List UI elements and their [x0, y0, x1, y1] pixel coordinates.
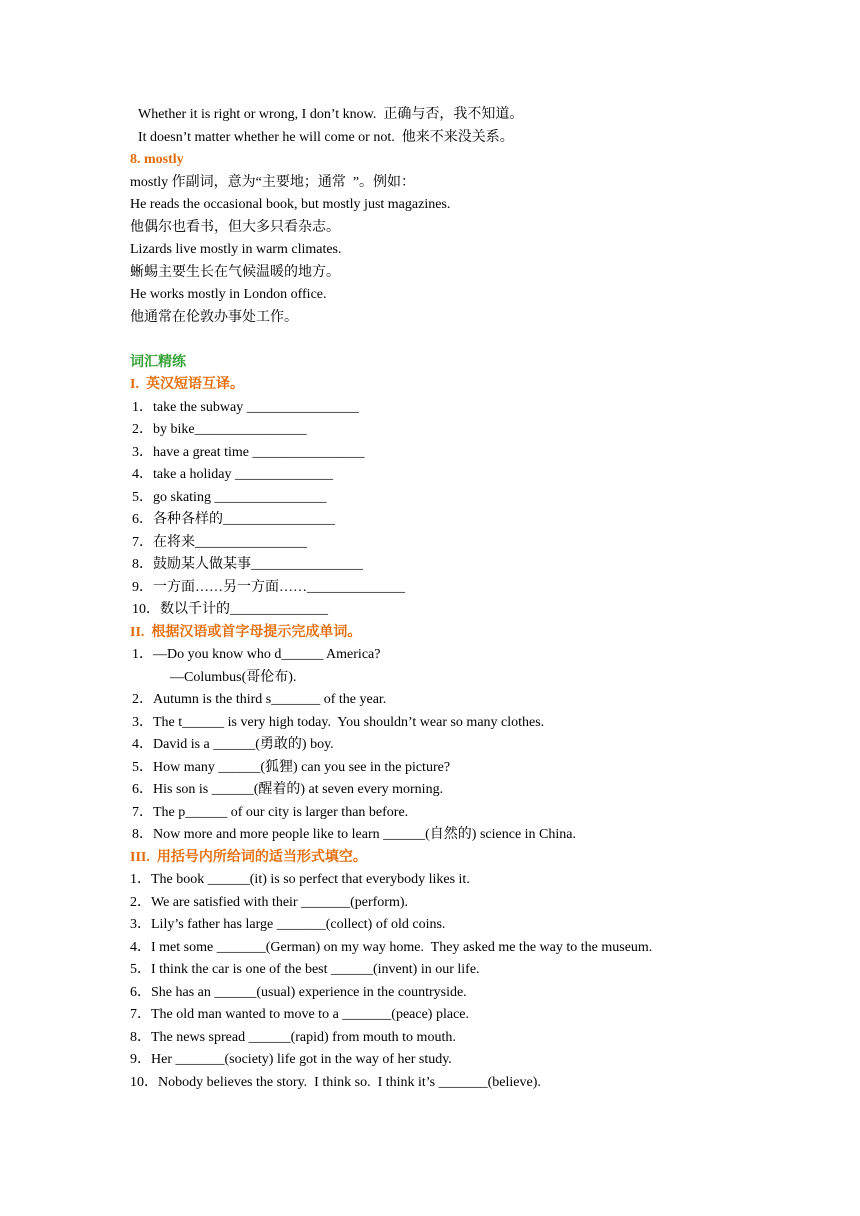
- section-1-item: 10．数以千计的______________: [132, 602, 328, 617]
- mostly-heading: 8. mostly: [130, 152, 184, 167]
- spacer: [130, 329, 790, 352]
- section-2-item: 2．Autumn is the third s_______ of the year.: [132, 692, 387, 707]
- document-page: [130, 104, 790, 1094]
- section-1-item: 4．take a holiday ______________: [132, 467, 334, 482]
- example-1-english: He reads the occasional book, but mostly just magazines.: [130, 197, 451, 212]
- section-1-item: 6．各种各样的________________: [132, 512, 335, 527]
- intro-line-2: It doesn’t matter whether he will come or not. 他来不来没关系。: [138, 129, 514, 145]
- section-1-item: 2．by bike________________: [132, 422, 307, 437]
- section-1-item: 5．go skating ________________: [132, 489, 327, 505]
- section-2-item: 8．Now more and more people like to learn ______(自然的) science in China.: [132, 827, 576, 842]
- section-2-item: 5．How many ______(狐狸) can you see in the picture?: [132, 759, 451, 775]
- section-2-item-answer: —Columbus(哥伦布).: [170, 669, 297, 685]
- section-1-item: 9．一方面……另一方面……______________: [132, 579, 405, 595]
- section-2-heading: II. 根据汉语或首字母提示完成单词。: [130, 624, 362, 640]
- practice-title: 词汇精练: [130, 354, 186, 370]
- mostly-definition: mostly 作副词，意为“主要地；通常 ”。例如：: [130, 174, 416, 190]
- section-1-item: 1．take the subway ________________: [132, 399, 359, 415]
- section-3-item: 9．Her _______(society) life got in the way of her study.: [130, 1052, 452, 1067]
- example-3-chinese: 他通常在伦敦办事处工作。: [130, 309, 298, 325]
- section-2-item: 4．David is a ______(勇敢的) boy.: [132, 737, 334, 752]
- section-3-heading: III. 用括号内所给词的适当形式填空。: [130, 849, 367, 865]
- section-3-item: 8．The news spread ______(rapid) from mouth to mouth.: [130, 1029, 456, 1045]
- section-1-item: 7．在将来________________: [132, 534, 307, 550]
- section-1-item: 3．have a great time ________________: [132, 444, 365, 460]
- section-2-item: 1．—Do you know who d______ America?: [132, 647, 381, 662]
- section-2-item: 6．His son is ______(醒着的) at seven every morning.: [132, 782, 444, 797]
- section-3-item: 3．Lily’s father has large _______(collect) of old coins.: [130, 917, 446, 932]
- section-3-item: 2．We are satisfied with their _______(perform).: [130, 894, 409, 910]
- example-1-chinese: 他偶尔也看书，但大多只看杂志。: [130, 219, 340, 235]
- section-2-item: 3．The t______ is very high today. You shouldn’t wear so many clothes.: [132, 714, 545, 730]
- example-2-english: Lizards live mostly in warm climates.: [130, 242, 342, 257]
- intro-line-1: Whether it is right or wrong, I don’t know. 正确与否，我不知道。: [138, 107, 524, 122]
- example-2-chinese: 蜥蜴主要生长在气候温暖的地方。: [130, 264, 340, 280]
- section-3-item: 6．She has an ______(usual) experience in the countryside.: [130, 984, 467, 1000]
- section-1-item: 8．鼓励某人做某事________________: [132, 557, 363, 572]
- section-3-item: 7．The old man wanted to move to a _______(peace) place.: [130, 1007, 469, 1022]
- section-3-item: 5．I think the car is one of the best ______(invent) in our life.: [130, 962, 480, 977]
- section-1-heading: I. 英汉短语互译。: [130, 377, 244, 392]
- section-3-item: 10．Nobody believes the story. I think so. I think it’s _______(believe).: [130, 1074, 541, 1090]
- example-3-english: He works mostly in London office.: [130, 287, 327, 302]
- section-3-item: 4．I met some _______(German) on my way home. They asked me the way to the museum.: [130, 939, 653, 955]
- section-2-item: 7．The p______ of our city is larger than before.: [132, 804, 409, 820]
- section-3-item: 1．The book ______(it) is so perfect that everybody likes it.: [130, 872, 470, 887]
